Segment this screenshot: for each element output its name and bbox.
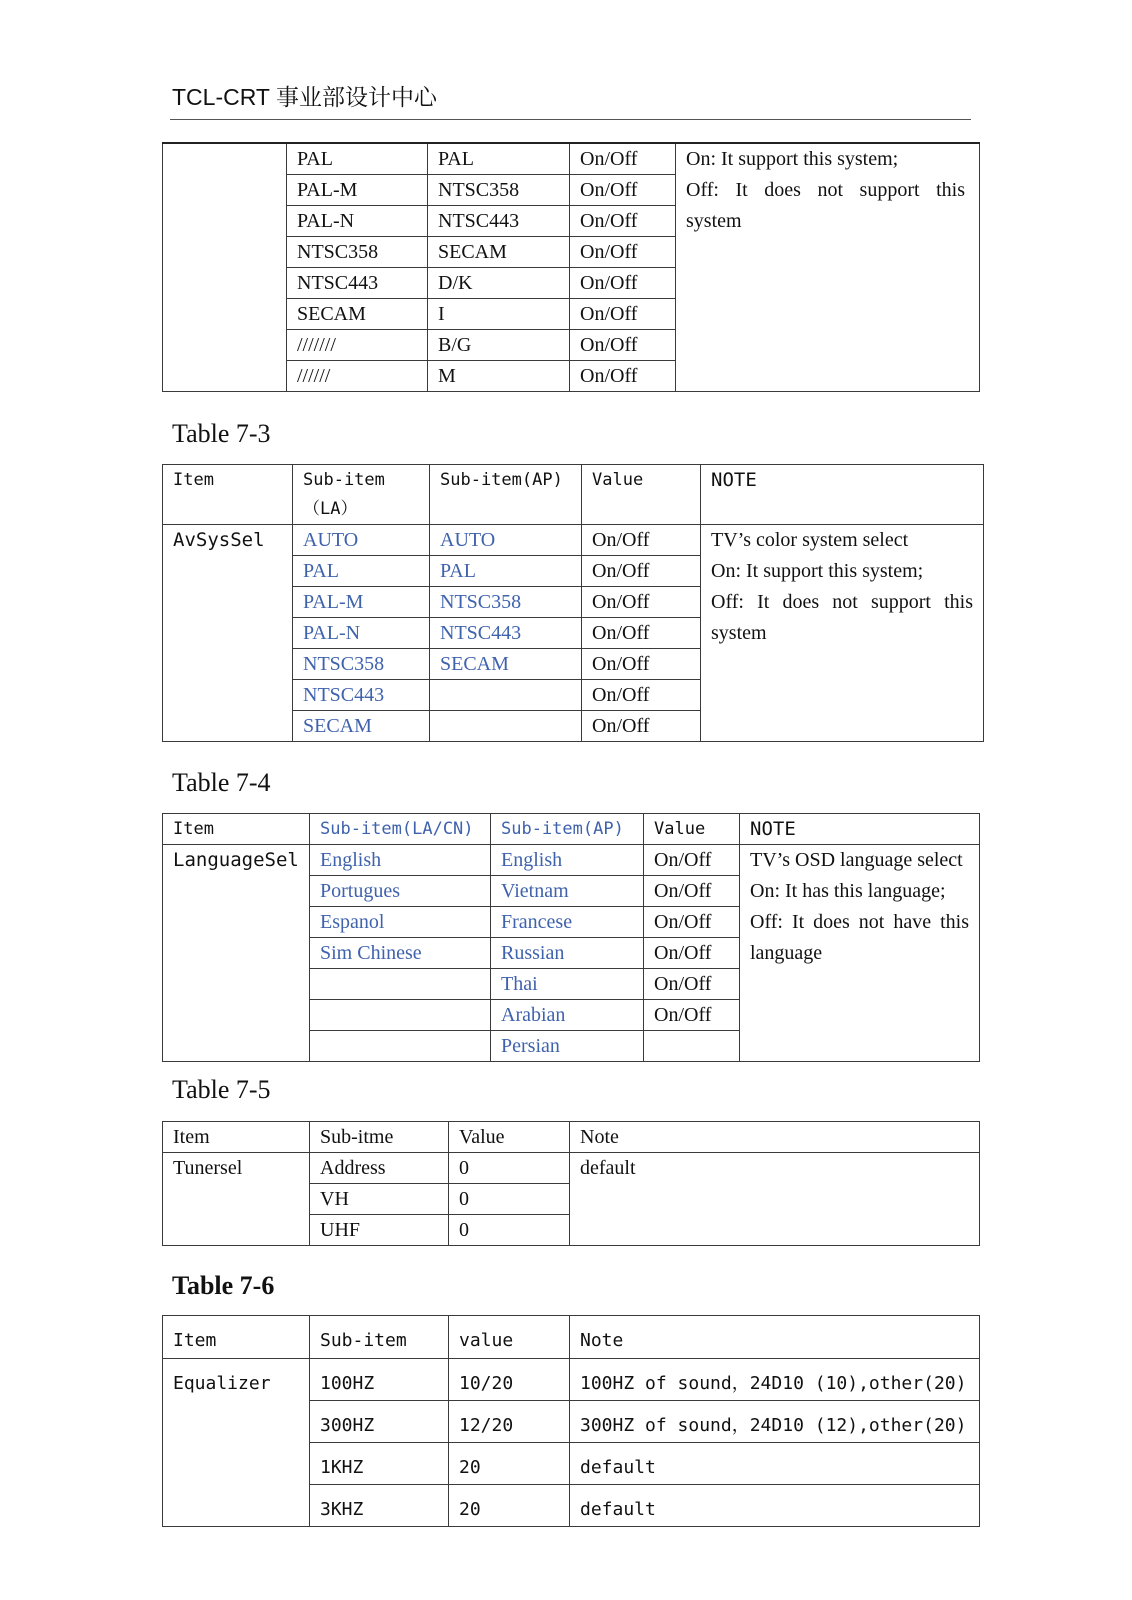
sub-item-la-cell: AUTO <box>293 525 430 556</box>
value-cell: On/Off <box>644 938 740 969</box>
item-cell: Tunersel <box>163 1153 310 1246</box>
note-line: TV’s color system select <box>711 529 909 551</box>
column-header-note: NOTE <box>701 465 984 525</box>
column-header-note: NOTE <box>740 814 980 845</box>
sub-item-ap-cell: B/G <box>428 330 570 361</box>
column-header-item: Item <box>163 1316 310 1359</box>
table-row <box>163 525 984 556</box>
item-cell <box>163 143 287 392</box>
value-cell: On/Off <box>644 1000 740 1031</box>
table-caption: Table 7-5 <box>172 1075 271 1104</box>
sub-item-ap-cell: PAL <box>430 556 582 587</box>
value-cell: 12/20 <box>449 1401 570 1443</box>
sub-item-ap-cell: Russian <box>491 938 644 969</box>
value-cell: On/Off <box>570 299 676 330</box>
item-cell: AvSysSel <box>163 525 293 742</box>
value-cell: On/Off <box>582 525 701 556</box>
sub-item-ap-cell: PAL <box>428 143 570 175</box>
sub-item-ap-cell: NTSC443 <box>430 618 582 649</box>
column-header-sub-item: Sub-item <box>310 1316 449 1359</box>
value-cell: On/Off <box>570 175 676 206</box>
sub-item-ap-cell: SECAM <box>428 237 570 268</box>
sub-item-la-cell: PAL-M <box>287 175 428 206</box>
note-line: On: It support this system; <box>711 560 924 582</box>
av-system-table <box>162 464 984 742</box>
sub-item-la-cell: PAL-N <box>287 206 428 237</box>
empty-cell <box>310 969 491 1000</box>
column-header-note: Note <box>570 1316 980 1359</box>
value-cell: On/Off <box>582 618 701 649</box>
note-line: TV’s OSD language select <box>750 849 963 871</box>
value-cell: On/Off <box>644 876 740 907</box>
sub-item-ap-cell: English <box>491 845 644 876</box>
column-header-item: Item <box>163 465 293 525</box>
sub-item-ap-cell: NTSC358 <box>428 175 570 206</box>
column-header-note: Note <box>570 1122 980 1153</box>
sub-item-ap-cell: NTSC358 <box>430 587 582 618</box>
value-cell: On/Off <box>644 845 740 876</box>
column-header-sub-item: Sub-itme <box>310 1122 449 1153</box>
column-header-sub-item-la <box>293 465 430 525</box>
sub-item-la-cell: Espanol <box>310 907 491 938</box>
sub-item-la-cell: SECAM <box>287 299 428 330</box>
note-cell <box>740 845 980 1062</box>
sub-item-cell: 3KHZ <box>310 1485 449 1527</box>
sub-item-la-cell: ////// <box>287 361 428 392</box>
language-table <box>162 813 980 1062</box>
note-cell: default <box>570 1485 980 1527</box>
value-cell: On/Off <box>570 330 676 361</box>
sub-item-cell: Address <box>310 1153 449 1184</box>
sub-item-la-cell: NTSC443 <box>293 680 430 711</box>
sub-item-ap-cell: SECAM <box>430 649 582 680</box>
sub-item-ap-cell: AUTO <box>430 525 582 556</box>
note-cell: 300HZ of sound，24D10 (12),other(20) <box>570 1401 980 1443</box>
table-caption: Table 7-3 <box>172 419 271 448</box>
value-cell: On/Off <box>582 587 701 618</box>
note-cell <box>701 525 984 742</box>
empty-cell <box>310 1000 491 1031</box>
column-header-line: Sub-item <box>303 470 385 490</box>
sub-item-la-cell: English <box>310 845 491 876</box>
empty-cell <box>430 680 582 711</box>
value-cell: 0 <box>449 1153 570 1184</box>
value-cell: On/Off <box>582 649 701 680</box>
column-header-sub-item-ap: Sub-item(AP) <box>491 814 644 845</box>
sub-item-ap-cell: NTSC443 <box>428 206 570 237</box>
sub-item-la-cell: NTSC358 <box>293 649 430 680</box>
sub-item-la-cell: SECAM <box>293 711 430 742</box>
sub-item-cell: 100HZ <box>310 1359 449 1401</box>
sub-item-cell: 300HZ <box>310 1401 449 1443</box>
sub-item-la-cell: /////// <box>287 330 428 361</box>
value-cell: 10/20 <box>449 1359 570 1401</box>
value-cell: On/Off <box>582 556 701 587</box>
note-cell <box>676 143 980 392</box>
system-support-table <box>162 142 980 392</box>
sub-item-ap-cell: I <box>428 299 570 330</box>
value-cell: On/Off <box>644 907 740 938</box>
note-line: On: It has this language; <box>750 880 946 902</box>
value-cell: 20 <box>449 1485 570 1527</box>
sub-item-cell: UHF <box>310 1215 449 1246</box>
column-header-item: Item <box>163 814 310 845</box>
table-header-row <box>163 1122 980 1153</box>
table-caption: Table 7-6 <box>172 1271 275 1300</box>
table-header-row <box>163 814 980 845</box>
tuner-table <box>162 1121 980 1246</box>
column-header-item: Item <box>163 1122 310 1153</box>
header-divider <box>170 119 971 120</box>
value-cell: On/Off <box>570 143 676 175</box>
value-cell: On/Off <box>570 268 676 299</box>
value-cell: On/Off <box>570 361 676 392</box>
note-line: Off: It does not support this system <box>686 179 965 232</box>
column-header-sub-item-ap: Sub-item(AP) <box>430 465 582 525</box>
note-cell: 100HZ of sound，24D10 (10),other(20) <box>570 1359 980 1401</box>
note-cell: default <box>570 1153 980 1246</box>
sub-item-ap-cell: Thai <box>491 969 644 1000</box>
sub-item-ap-cell: M <box>428 361 570 392</box>
sub-item-la-cell: NTSC443 <box>287 268 428 299</box>
table-row <box>163 1153 980 1184</box>
sub-item-la-cell: PAL-M <box>293 587 430 618</box>
value-cell: On/Off <box>570 206 676 237</box>
empty-cell <box>430 711 582 742</box>
empty-cell <box>310 1031 491 1062</box>
item-cell: Equalizer <box>163 1359 310 1527</box>
column-header-value: Value <box>582 465 701 525</box>
sub-item-la-cell: NTSC358 <box>287 237 428 268</box>
note-line: Off: It does not support this system <box>711 591 973 644</box>
sub-item-la-cell: PAL-N <box>293 618 430 649</box>
value-cell: 20 <box>449 1443 570 1485</box>
note-line: Off: It does not have this language <box>750 911 969 964</box>
value-cell: On/Off <box>644 969 740 1000</box>
sub-item-ap-cell: Francese <box>491 907 644 938</box>
value-cell: On/Off <box>582 711 701 742</box>
table-row <box>163 845 980 876</box>
table-header-row <box>163 1316 980 1359</box>
column-header-line: （LA） <box>303 499 358 519</box>
sub-item-cell: 1KHZ <box>310 1443 449 1485</box>
sub-item-cell: VH <box>310 1184 449 1215</box>
sub-item-la-cell: PAL <box>293 556 430 587</box>
sub-item-ap-cell: Arabian <box>491 1000 644 1031</box>
note-line: On: It support this system; <box>686 148 899 170</box>
sub-item-ap-cell: Persian <box>491 1031 644 1062</box>
empty-cell <box>644 1031 740 1062</box>
item-cell: LanguageSel <box>163 845 310 1062</box>
equalizer-table <box>162 1315 980 1527</box>
table-row <box>163 143 980 175</box>
value-cell: 0 <box>449 1215 570 1246</box>
column-header-sub-item-la-cn: Sub-item(LA/CN) <box>310 814 491 845</box>
column-header-value: value <box>449 1316 570 1359</box>
table-row <box>163 1359 980 1401</box>
value-cell: 0 <box>449 1184 570 1215</box>
column-header-value: Value <box>644 814 740 845</box>
note-cell: default <box>570 1443 980 1485</box>
value-cell: On/Off <box>582 680 701 711</box>
sub-item-ap-cell: Vietnam <box>491 876 644 907</box>
sub-item-la-cell: Sim Chinese <box>310 938 491 969</box>
table-header-row <box>163 465 984 525</box>
table-caption: Table 7-4 <box>172 768 271 797</box>
sub-item-la-cell: Portugues <box>310 876 491 907</box>
column-header-value: Value <box>449 1122 570 1153</box>
value-cell: On/Off <box>570 237 676 268</box>
sub-item-ap-cell: D/K <box>428 268 570 299</box>
sub-item-la-cell: PAL <box>287 143 428 175</box>
page-header-title: TCL-CRT 事业部设计中心 <box>172 84 437 110</box>
